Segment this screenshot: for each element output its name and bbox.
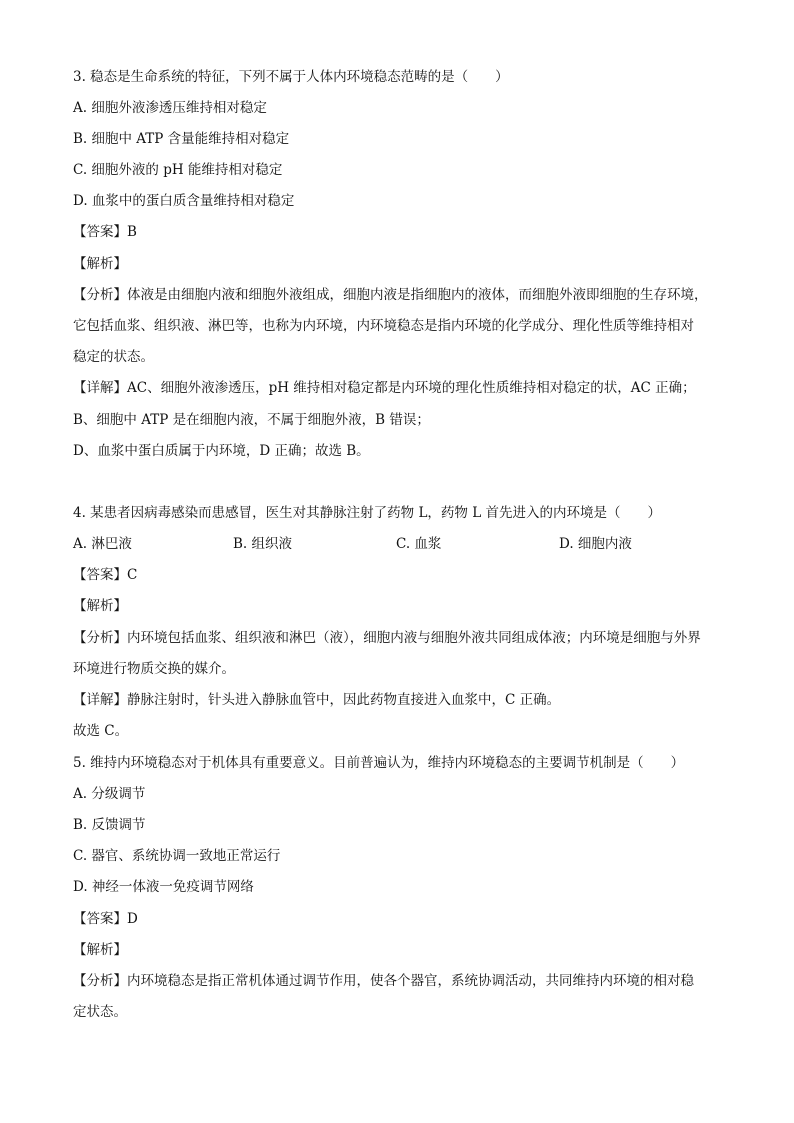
q3-option-c: C. 细胞外液的 pH 能维持相对稳定 <box>73 162 283 178</box>
q4-option-a: A. 淋巴液 <box>73 536 132 552</box>
q4-fenxi-line-2: 环境进行物质交换的媒介。 <box>73 661 235 677</box>
q3-detail-line-3: D、血浆中蛋白质属于内环境，D 正确；故选 B。 <box>73 443 370 459</box>
q3-fenxi-line-2: 它包括血浆、组织液、淋巴等，也称为内环境，内环境稳态是指内环境的化学成分、理化性质等维持相对 <box>73 318 694 334</box>
q4-detail-line-1: 【详解】静脉注射时，针头进入静脉血管中，因此药物直接进入血浆中，C 正确。 <box>73 692 561 708</box>
q3-detail-line-2: B、细胞中 ATP 是在细胞内液，不属于细胞外液，B 错误； <box>73 412 430 428</box>
q4-option-c: C. 血浆 <box>396 536 442 552</box>
q3-detail-line-1: 【详解】AC、细胞外液渗透压，pH 维持相对稳定都是内环境的理化性质维持相对稳定的状，AC 正确； <box>73 380 696 396</box>
q4-fenxi-line-1: 【分析】内环境包括血浆、组织液和淋巴（液），细胞内液与细胞外液共同组成体液；内环境是细胞与外界 <box>73 630 701 646</box>
q5-option-d: D. 神经一体液一免疫调节网络 <box>73 879 254 895</box>
q5-fenxi-line-2: 定状态。 <box>73 1004 127 1020</box>
q5-analysis-heading: 【解析】 <box>73 942 127 958</box>
q5-answer: 【答案】D <box>73 911 138 927</box>
q4-analysis-heading: 【解析】 <box>73 598 127 614</box>
q3-fenxi-line-1: 【分析】体液是由细胞内液和细胞外液组成，细胞内液是指细胞内的液体，而细胞外液即细胞的生存环境， <box>73 287 708 303</box>
q4-option-b: B. 组织液 <box>233 536 293 552</box>
q4-options-row <box>73 534 723 554</box>
q4-answer: 【答案】C <box>73 567 138 583</box>
q5-stem: 5. 维持内环境稳态对于机体具有重要意义。目前普遍认为，维持内环境稳态的主要调节机制是（ ） <box>73 755 685 771</box>
q3-option-d: D. 血浆中的蛋白质含量维持相对稳定 <box>73 193 295 209</box>
q3-answer: 【答案】B <box>73 224 137 240</box>
q3-option-a: A. 细胞外液渗透压维持相对稳定 <box>73 100 267 116</box>
q5-option-c: C. 器官、系统协调一致地正常运行 <box>73 848 281 864</box>
q4-stem: 4. 某患者因病毒感染而患感冒，医生对其静脉注射了药物 L，药物 L 首先进入的内环境是（ ） <box>73 505 661 521</box>
q5-option-a: A. 分级调节 <box>73 786 146 802</box>
q3-analysis-heading: 【解析】 <box>73 256 127 272</box>
q3-fenxi-line-3: 稳定的状态。 <box>73 349 154 365</box>
q4-detail-line-2: 故选 C。 <box>73 723 129 739</box>
q3-option-b: B. 细胞中 ATP 含量能维持相对稳定 <box>73 131 290 147</box>
q5-option-b: B. 反馈调节 <box>73 817 146 833</box>
q5-fenxi-line-1: 【分析】内环境稳态是指正常机体通过调节作用，使各个器官，系统协调活动，共同维持内环境的相对稳 <box>73 973 694 989</box>
q4-option-d: D. 细胞内液 <box>559 536 632 552</box>
q3-stem: 3. 稳态是生命系统的特征，下列不属于人体内环境稳态范畴的是（ ） <box>73 69 509 85</box>
